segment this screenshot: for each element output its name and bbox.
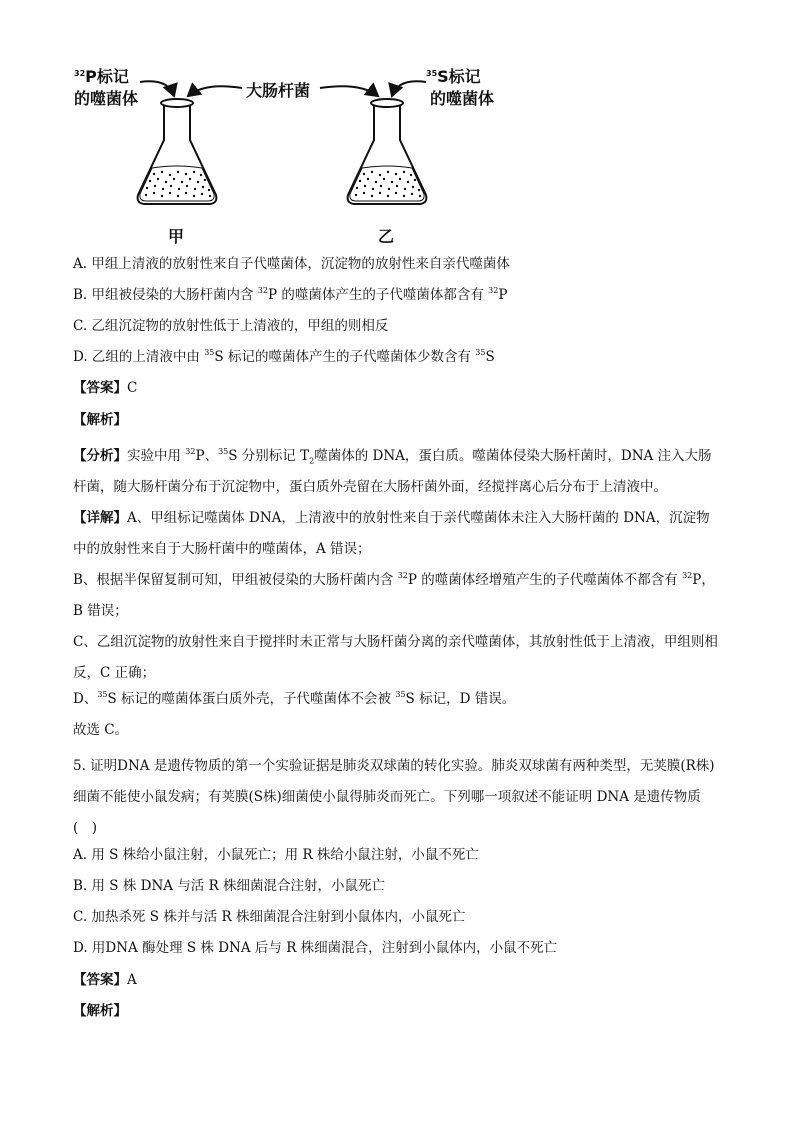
flask-left-icon — [138, 99, 217, 204]
q5-stem: 5. 证明DNA 是遗传物质的第一个实验证据是肺炎双球菌的转化实验。肺炎双球菌有两种类型，无荚膜(R株)细菌不能使小鼠发病；有荚膜(S株)细菌使小鼠得肺炎而死亡。下列哪一项叙述不能证明 DNA 是遗传物质( ) — [73, 758, 715, 836]
label-s35-top: $^{35}$S标记 — [426, 67, 481, 86]
q4-explain-c: C、乙组沉淀物的放射性来自于搅拌时未正常与大肠杆菌分离的亲代噬菌体，其放射性低于上清液，甲组则相反，C 正确； — [73, 634, 718, 681]
label-right-phage: 的噬菌体 — [430, 89, 495, 108]
label-left-phage: 的噬菌体 — [74, 89, 139, 108]
arrow-right-label-icon — [392, 81, 426, 96]
q4-option-b: B. 甲组被侵染的大肠杆菌内含 $^{32}$P 的噬菌体产生的子代噬菌体都含有 $^{32}$P — [73, 286, 508, 303]
q4-explain-b: B、根据半保留复制可知，甲组被侵染的大肠杆菌内含 $^{32}$P 的噬菌体经增殖产生的子代噬菌体不都含有 $^{32}$P，B 错误； — [73, 571, 715, 619]
arrow-center-left-icon — [188, 86, 242, 96]
label-ecoli: 大肠杆菌 — [246, 81, 311, 100]
q5-answer: 【答案】A — [73, 972, 137, 988]
flask-right-icon — [348, 99, 427, 204]
label-p32-top: $^{32}$P标记 — [74, 67, 129, 86]
q5-option-b: B. 用 S 株 DNA 与活 R 株细菌混合注射，小鼠死亡 — [73, 878, 386, 894]
q5-option-d: D. 用DNA 酶处理 S 株 DNA 后与 R 株细菌混合，注射到小鼠体内，小鼠不死亡 — [73, 940, 558, 956]
experiment-figure — [60, 60, 540, 250]
q4-analysis-heading: 【解析】 — [73, 412, 127, 428]
q4-explain-d: D、$^{35}$S 标记的噬菌体蛋白质外壳，子代噬菌体不会被 $^{35}$S 标记，D 错误。 — [73, 690, 516, 707]
flask-label-jia: 甲 — [168, 227, 185, 246]
q4-xiangjie-paragraph: 【详解】A、甲组标记噬菌体 DNA，上清液中的放射性来自于亲代噬菌体未注入大肠杆菌的 DNA，沉淀物中的放射性来自于大肠杆菌中的噬菌体，A 错误； — [73, 510, 710, 557]
q4-conclusion: 故选 C。 — [73, 722, 129, 738]
q4-option-d: D. 乙组的上清液中由 $^{35}$S 标记的噬菌体产生的子代噬菌体少数含有 $^{35}$S — [73, 348, 495, 365]
q5-analysis-heading: 【解析】 — [73, 1003, 127, 1019]
arrow-left-label-icon — [140, 81, 174, 96]
arrow-center-right-icon — [320, 86, 378, 96]
q4-option-a: A. 甲组上清液的放射性来自子代噬菌体，沉淀物的放射性来自亲代噬菌体 — [73, 256, 510, 272]
q4-option-c: C. 乙组沉淀物的放射性低于上清液的，甲组的则相反 — [73, 318, 389, 334]
q4-fenxi-paragraph: 【分析】实验中用 $^{32}$P、$^{35}$S 分别标记 $T_2$噬菌体的 DNA，蛋白质。噬菌体侵染大肠杆菌时，DNA 注入大肠杆菌，随大肠杆菌分布于沉淀物中，蛋白质外壳留在大肠杆菌外面，经搅拌离心后分布于上清液中。 — [73, 447, 712, 495]
q4-answer: 【答案】C — [73, 380, 138, 396]
flask-label-yi: 乙 — [378, 227, 395, 246]
q5-option-c: C. 加热杀死 S 株并与活 R 株细菌混合注射到小鼠体内，小鼠死亡 — [73, 909, 466, 925]
q5-option-a: A. 用 S 株给小鼠注射，小鼠死亡；用 R 株给小鼠注射，小鼠不死亡 — [73, 847, 479, 863]
